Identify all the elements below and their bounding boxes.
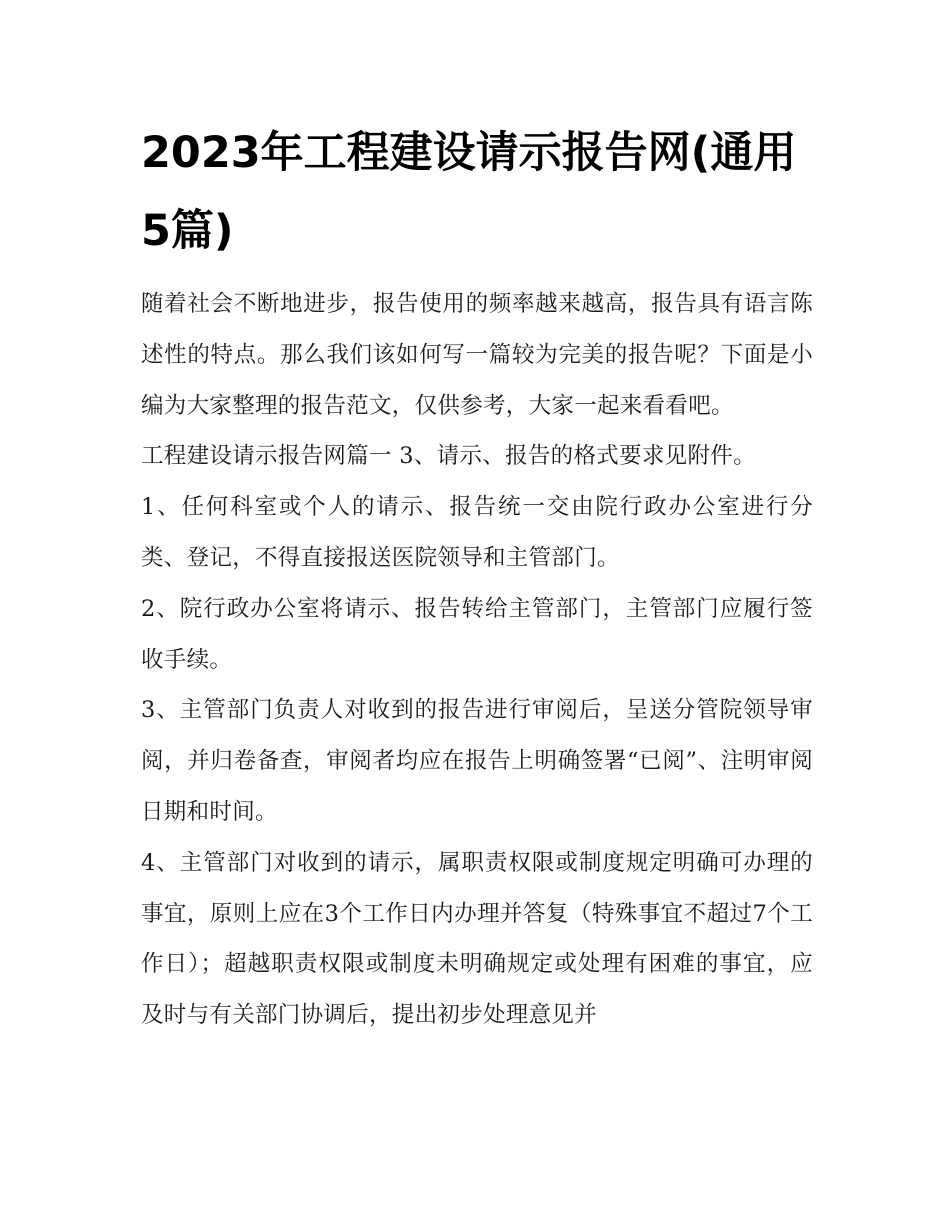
item-1-paragraph: 1、任何科室或个人的请示、报告统一交由院行政办公室进行分类、登记，不得直接报送医院领导和主管部门。 [141,494,813,571]
document-page [141,114,813,1041]
item-4-paragraph: 4、主管部门对收到的请示，属职责权限或制度规定明确可办理的事宜，原则上应在3个工作日内办理并答复（特殊事宜不超过7个工作日）；超越职责权限或制度未明确规定或处理有困难的事宜，应及时与有关部门协调后，提出初步处理意见并 [141,849,813,1029]
intro-paragraph: 随着社会不断地进步，报告使用的频率越来越高，报告具有语言陈述性的特点。那么我们该如何写一篇较为完美的报告呢？下面是小编为大家整理的报告范文，仅供参考，大家一起来看看吧。 [141,291,813,419]
document-body [141,279,813,1041]
item-3-paragraph: 3、主管部门负责人对收到的报告进行审阅后，呈送分管院领导审阅，并归卷备查，审阅者均应在报告上明确签署“已阅”、注明审阅日期和时间。 [141,697,813,825]
item-2-paragraph: 2、院行政办公室将请示、报告转给主管部门，主管部门应履行签收手续。 [141,595,813,673]
document-title: 2023年工程建设请示报告网(通用5篇) [141,128,797,256]
section-heading-paragraph: 工程建设请示报告网篇一 3、请示、报告的格式要求见附件。 [141,443,756,470]
